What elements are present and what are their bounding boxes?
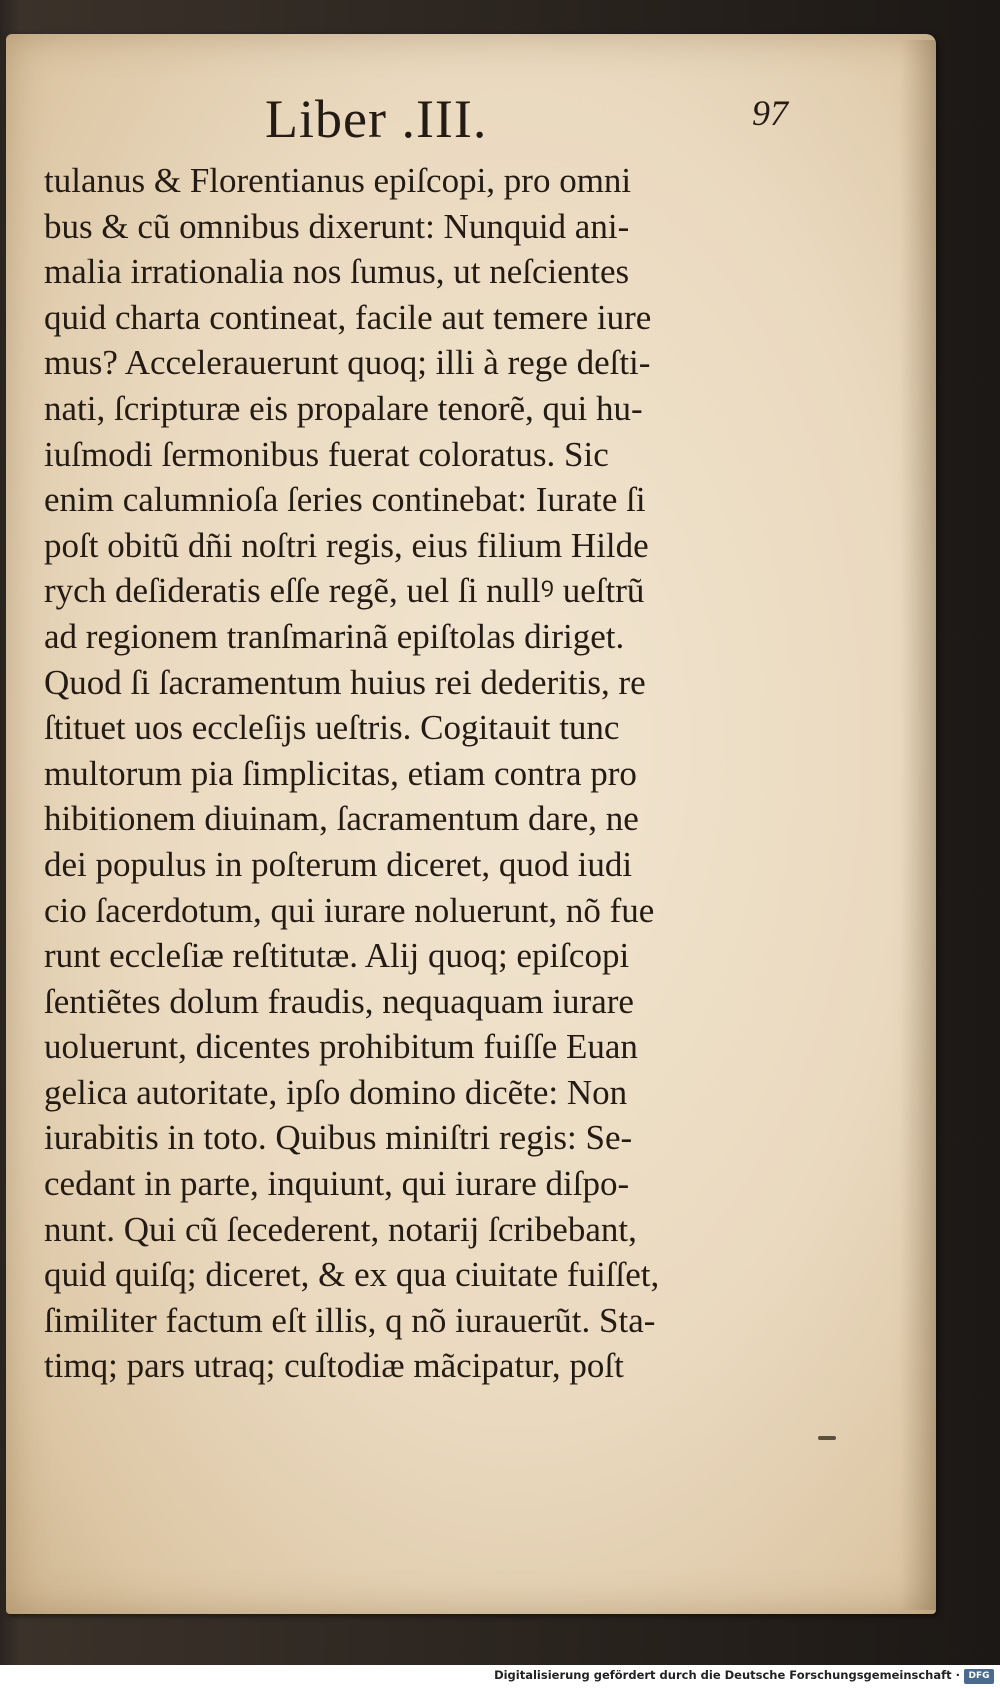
text-line: cedant in parte, inquiunt, qui iurare diſpo- xyxy=(44,1164,630,1204)
text-line: ad regionem tranſmarinã epiſtolas diriget. xyxy=(44,616,625,656)
text-line: tulanus & Florentianus epiſcopi, pro omni xyxy=(44,161,632,200)
footer-credit: Digitalisierung gefördert durch die Deutsche Forschungsgemeinschaft · xyxy=(494,1668,960,1682)
ink-speck xyxy=(818,1436,836,1440)
text-line: Quod ſi ſacramentum huius rei dederitis, re xyxy=(44,662,646,702)
text-line: enim calumnioſa ſeries continebat: Iurate ſi xyxy=(44,480,646,520)
digitization-footer xyxy=(0,1665,1000,1689)
text-line: malia irrationalia nos ſumus, ut neſcientes xyxy=(44,252,630,292)
text-line: dei populus in poſterum diceret, quod iudi xyxy=(44,844,633,884)
text-line: gelica autoritate, ipſo domino dicẽte: Non xyxy=(44,1072,628,1112)
text-line: hibitionem diuinam, ſacramentum dare, ne xyxy=(44,799,639,839)
text-line: ſentiẽtes dolum fraudis, nequaquam iurare xyxy=(44,981,634,1021)
text-line: cio ſacerdotum, qui iurare noluerunt, nõ fue xyxy=(44,890,655,930)
text-line: multorum pia ſimplicitas, etiam contra pro xyxy=(44,753,637,793)
text-line: timq; pars utraq; cuſtodiæ mãcipatur, poſt xyxy=(44,1346,624,1386)
text-line: rych deſideratis eſſe regẽ, uel ſi nullꝰ ueſtrũ xyxy=(44,571,645,611)
text-line: poſt obitũ dñi noſtri regis, eius filium Hilde xyxy=(44,525,649,565)
text-line: nati, ſcripturæ eis propalare tenorẽ, qui hu- xyxy=(44,388,643,428)
running-head: Liber .III. xyxy=(265,89,488,149)
text-line: bus & cũ omnibus dixerunt: Nunquid ani- xyxy=(44,206,630,246)
text-line: quid quiſq; diceret, & ex qua ciuitate fuiſſet, xyxy=(44,1255,660,1295)
text-line: nunt. Qui cũ ſecederent, notarij ſcribebant, xyxy=(44,1209,637,1249)
text-block xyxy=(44,158,794,1389)
text-line: iuſmodi ſermonibus fuerat coloratus. Sic xyxy=(44,434,609,474)
text-line: iurabitis in toto. Quibus miniſtri regis: Se- xyxy=(44,1118,633,1158)
text-line: runt eccleſiæ reſtitutæ. Alij quoq; epiſcopi xyxy=(44,936,630,976)
text-line: ſimiliter factum eſt illis, q nõ iurauerũt. Sta- xyxy=(44,1300,656,1340)
text-line: mus? Accelerauerunt quoq; illi à rege deſti- xyxy=(44,343,651,383)
text-line: quid charta contineat, facile aut temere iure xyxy=(44,297,652,337)
dfg-logo-icon: DFG xyxy=(964,1669,994,1684)
text-line: uoluerunt, dicentes prohibitum fuiſſe Euan xyxy=(44,1027,638,1067)
folio-number: 97 xyxy=(752,93,788,133)
text-line: ſtituet uos eccleſijs ueſtris. Cogitauit tunc xyxy=(44,708,620,748)
